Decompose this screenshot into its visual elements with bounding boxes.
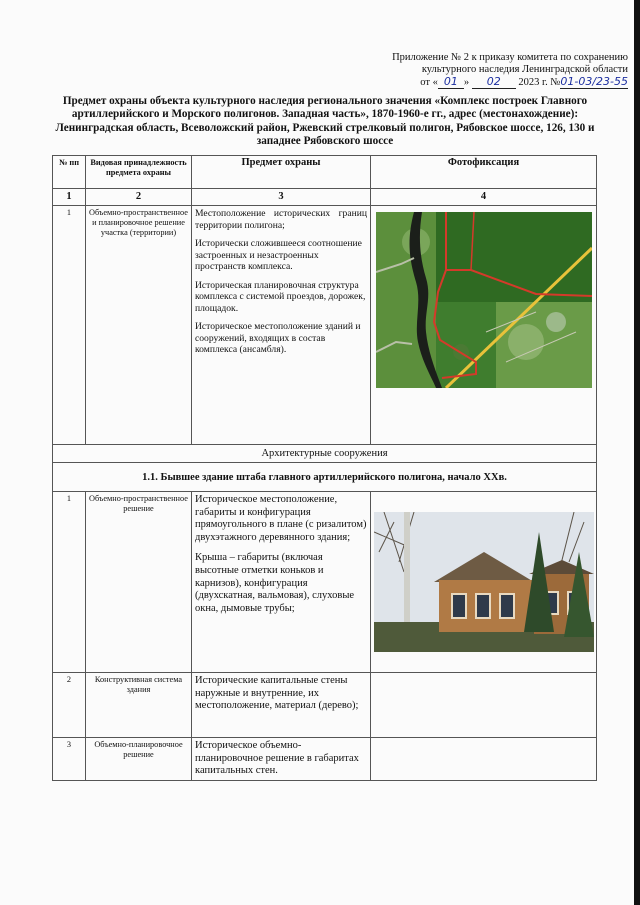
row-number: 2 [53,673,86,738]
appendix-header [328,52,628,89]
date-prefix: от « [420,77,438,88]
subject-paragraph: Историческое объемно-планировочное решение в габаритах капитальных стен. [195,740,359,777]
col-number-3: 3 [192,189,371,206]
table-row [53,738,597,781]
date-year: 2023 г. № [518,77,561,88]
header-subject: Предмет охраны [192,156,371,189]
table-row [53,206,597,445]
subject-paragraph: Историческое местоположение зданий и сооружений, входящих в состав комплекса (ансамбля). [195,321,361,355]
document-title: Предмет охраны объекта культурного наследия регионального значения «Комплекс построек Главного артиллерийского и Морского полигонов. Западная часть», 1870-1960-е гг., адрес (местонахождение): Ленинградская область, Всеволожский район, Ржевский стрелковый полигон, Рябовское шоссе, 126, 130 и западнее Рябовского шоссе [55,95,595,147]
column-number-row [53,189,597,206]
row-type: Объемно-пространственное и планировочное решение участка (территории) [86,206,192,445]
satellite-map-photo [376,212,592,388]
row-type: Объемно-пространственное решение [86,492,192,673]
row-subject [192,492,371,673]
row-subject [192,206,371,445]
row-photo [371,492,597,673]
row-number: 1 [53,206,86,445]
date-day: 01 [438,76,464,89]
subsection-row [53,463,597,492]
appendix-line-1: Приложение № 2 к приказу комитета по сохранению [392,52,628,63]
row-subject [192,738,371,781]
row-subject [192,673,371,738]
row-photo-empty [371,738,597,781]
date-sep: » [463,77,470,88]
subsection-title: 1.1. Бывшее здание штаба главного артиллерийского полигона, начало XXв. [53,463,597,492]
protection-table [52,155,597,781]
subject-paragraph: Местоположение исторических границ территории полигона; [195,208,367,231]
subject-paragraph: Историческое местоположение, габариты и конфигурация прямоугольного в плане (с ризалитом) двухэтажного деревянного здания; [195,494,367,543]
building-photo [374,512,594,652]
table-header-row [53,156,597,189]
header-photo: Фотофиксация [371,156,597,189]
row-type: Конструктивная система здания [86,673,192,738]
subject-paragraph: Исторически сложившееся соотношение застроенных и незастроенных пространств комплекса. [195,238,362,272]
row-photo-empty [371,673,597,738]
table-row [53,673,597,738]
header-type: Видовая принадлежность предмета охраны [86,156,192,189]
section-title: Архитектурные сооружения [53,445,597,463]
header-num: № пп [53,156,86,189]
row-number: 3 [53,738,86,781]
appendix-line-2: культурного наследия Ленинградской области [421,64,628,75]
appendix-date-line [328,76,628,89]
date-month: 02 [472,76,516,89]
subject-paragraph: Исторические капитальные стены наружные и внутренние, их местоположение, материал (дерево); [195,675,359,712]
order-number: 01-03/23-55 [560,75,628,88]
subject-paragraph: Историческая планировочная структура комплекса с системой проездов, дорожек, площадок. [195,279,366,314]
col-number-2: 2 [86,189,192,206]
col-number-4: 4 [371,189,597,206]
row-type: Объемно-планировочное решение [86,738,192,781]
section-row [53,445,597,463]
subject-paragraph: Крыша – габариты (включая высотные отметки коньков и карнизов), конфигурация (двухскатная, вальмовая), слуховые окна, дымовые трубы; [195,552,355,614]
row-number: 1 [53,492,86,673]
row-photo [371,206,597,445]
scan-edge [634,0,640,905]
col-number-1: 1 [53,189,86,206]
table-row [53,492,597,673]
